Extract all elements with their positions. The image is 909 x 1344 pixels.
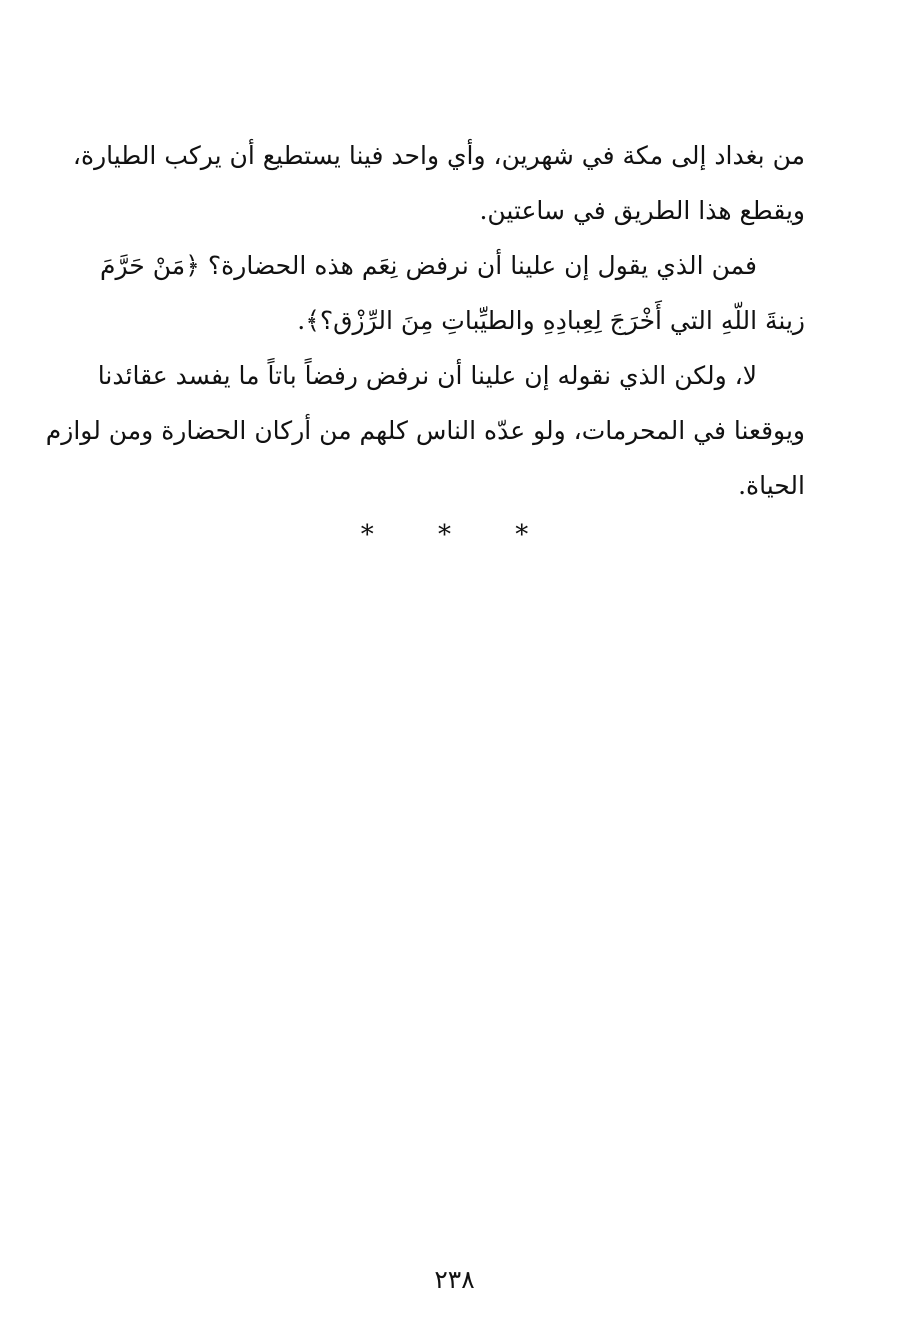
section-separator — [0, 520, 909, 550]
page-number: ٢٣٨ — [434, 1265, 475, 1294]
paragraph-line: من بغداد إلى مكة في شهرين، وأي واحد فينا يستطيع أن يركب الطيارة، — [72, 141, 805, 170]
paragraph-3 — [45, 348, 805, 513]
paragraph-line: الحياة. — [738, 471, 805, 500]
paragraph-line: زينةَ اللّهِ التي أَخْرَجَ لِعِبادِهِ والطيِّباتِ مِنَ الرِّزْق؟﴾. — [297, 306, 805, 335]
paragraph-2 — [100, 238, 805, 348]
asterisk-icon: * — [360, 520, 394, 550]
paragraph-line: فمن الذي يقول إن علينا أن نرفض نِعَم هذه الحضارة؟ ﴿مَنْ حَرَّمَ — [100, 251, 757, 280]
asterisk-icon: * — [515, 520, 549, 550]
paragraph-line: لا، ولكن الذي نقوله إن علينا أن نرفض رفضاً باتاً ما يفسد عقائدنا — [97, 361, 757, 390]
asterisk-icon: * — [438, 520, 471, 550]
paragraph-line: ويوقعنا في المحرمات، ولو عدّه الناس كلهم من أركان الحضارة ومن لوازم — [45, 416, 805, 445]
paragraph-1 — [72, 128, 805, 238]
paragraph-line: ويقطع هذا الطريق في ساعتين. — [479, 196, 805, 225]
